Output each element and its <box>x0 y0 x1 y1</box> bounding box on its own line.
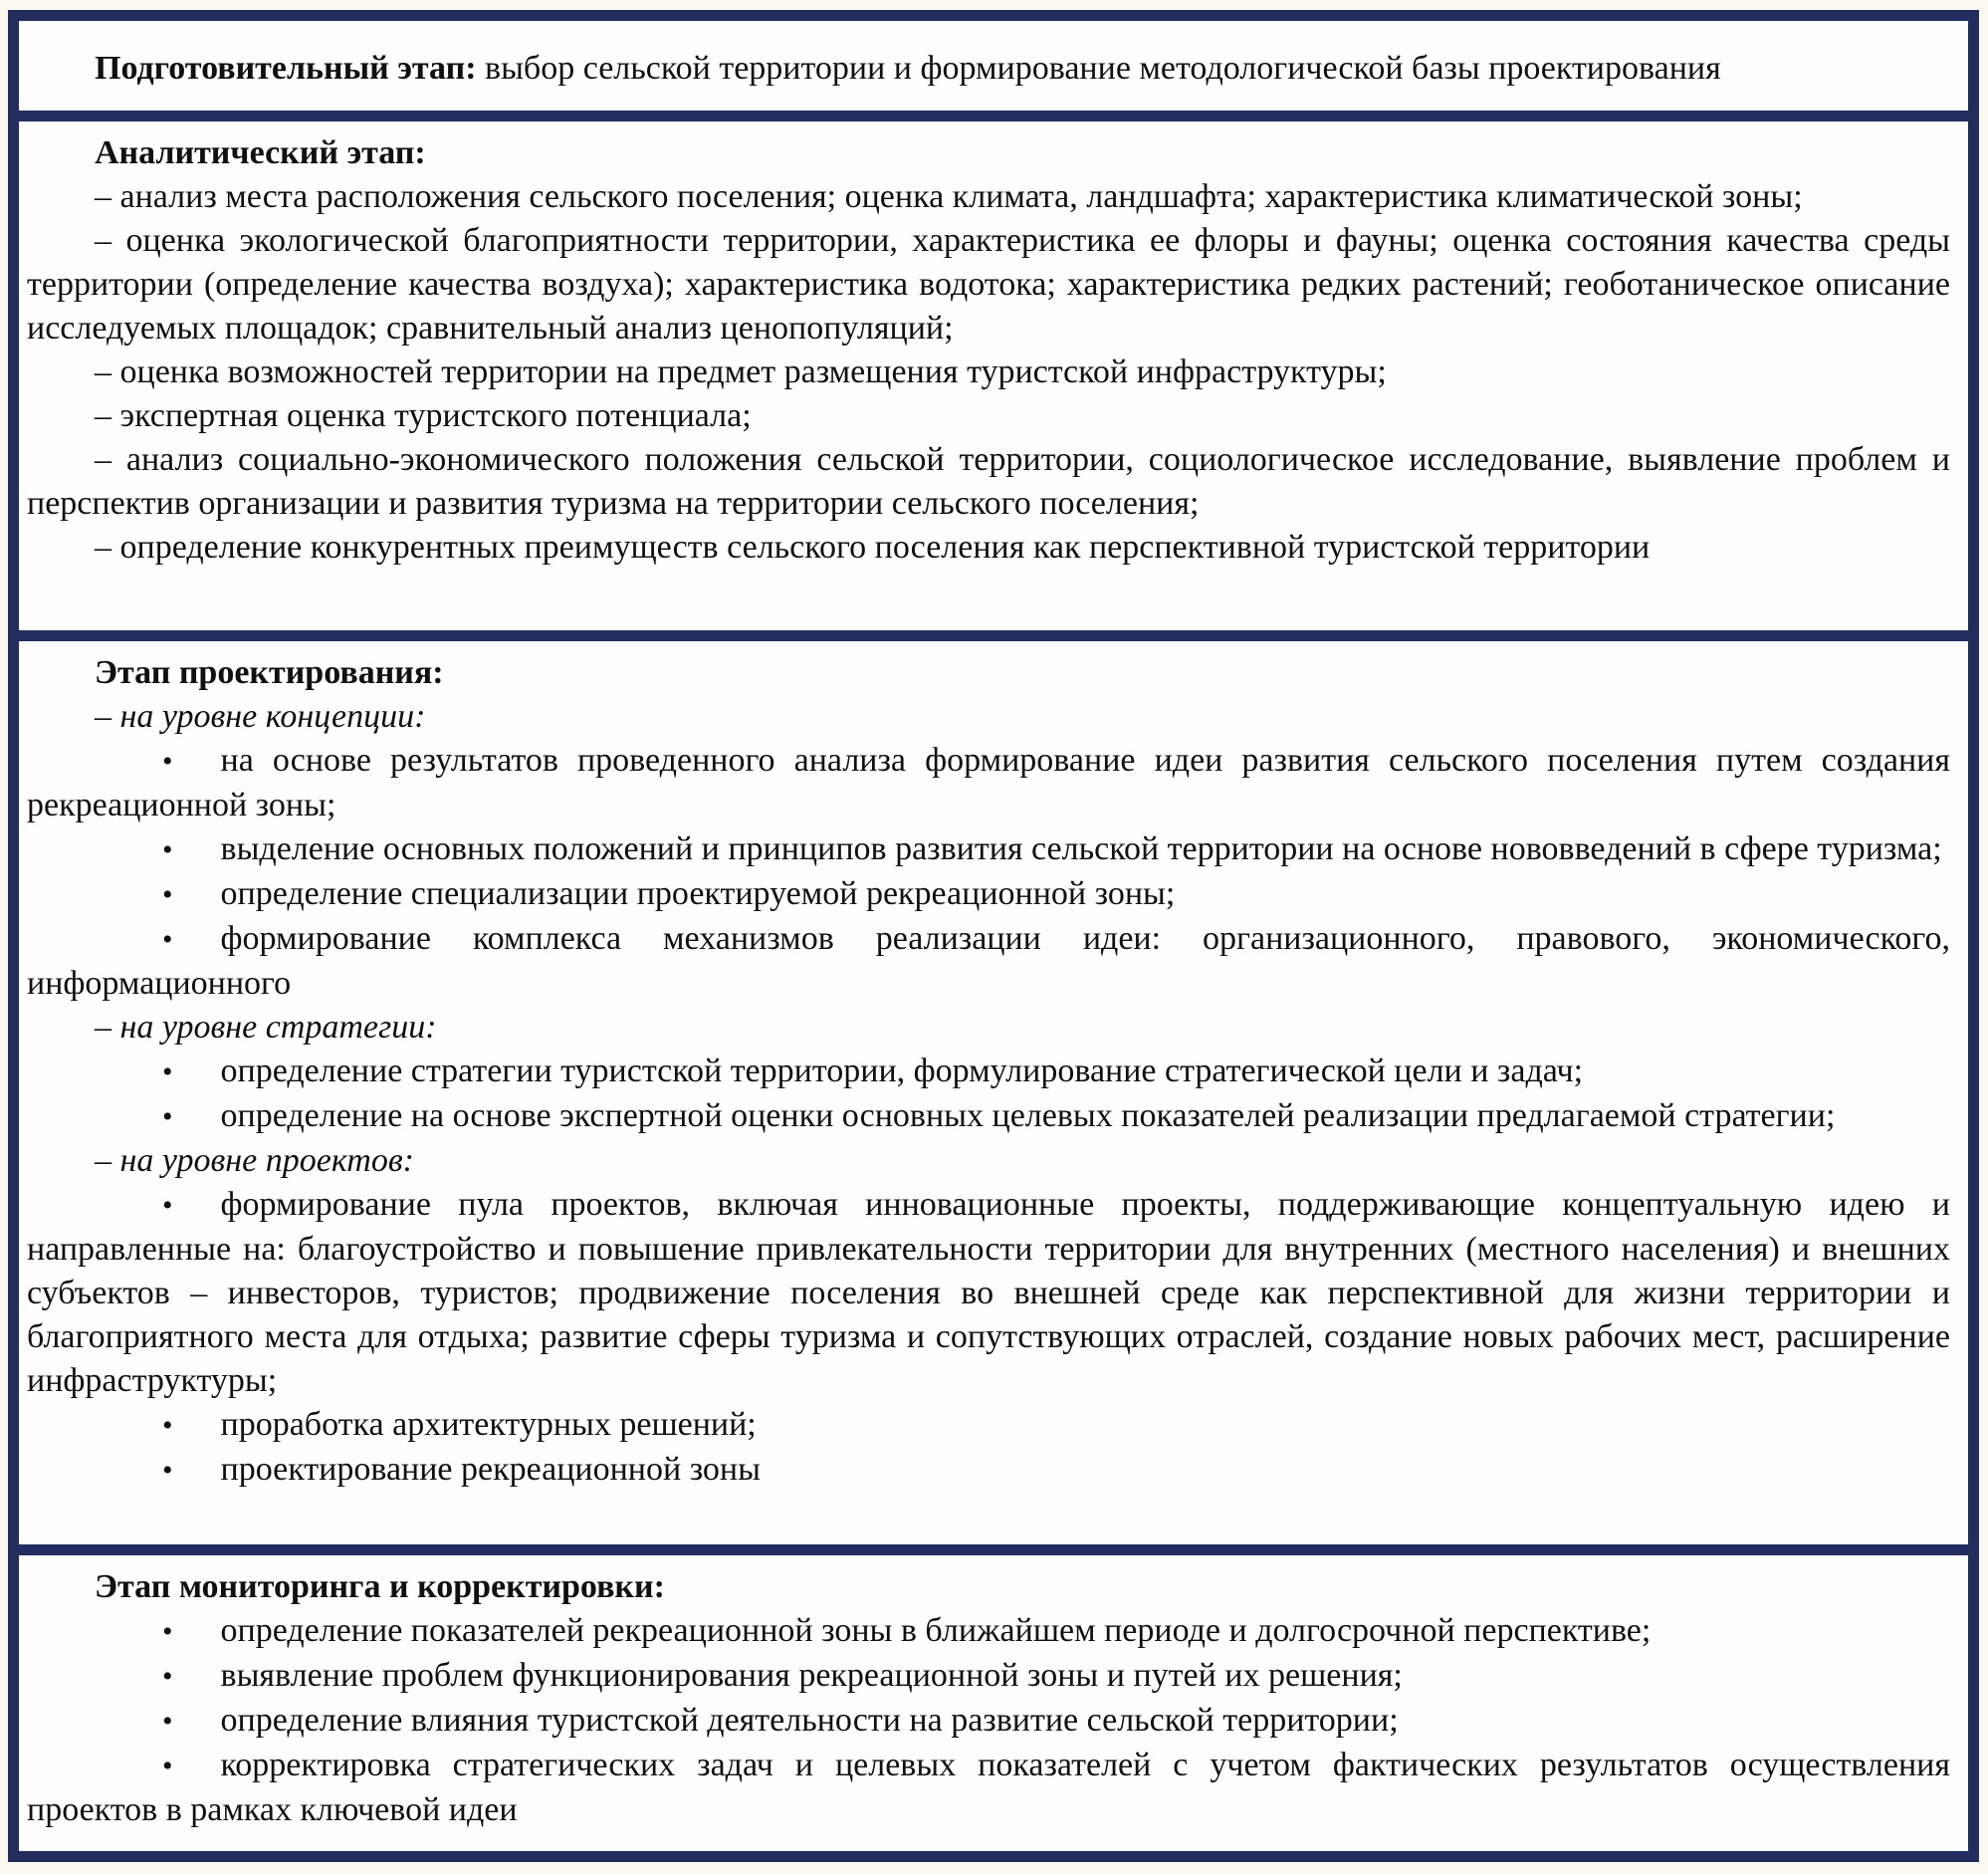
stage-title-text: выбор сельской территории и формирование методологической базы проектирования <box>476 50 1721 87</box>
stage-box-preparatory <box>19 21 1968 121</box>
bullet-marker: • <box>162 833 173 866</box>
dash-item-text: – анализ социально-экономического положения сельской территории, социологическое исследование, выявление проблем и перспектив организации и развития туризма на территории сельского поселения; <box>27 441 1950 522</box>
stage-bullet-item <box>27 1448 1950 1493</box>
stage-box-analytical <box>19 121 1968 641</box>
stage-heading-text: Этап мониторинга и корректировки: <box>95 1568 665 1605</box>
stage-dash-item <box>27 351 1950 394</box>
stage-lead-item <box>27 47 1950 91</box>
stage-box-monitoring <box>19 1555 1968 1851</box>
bullet-item-text: выделение основных положений и принципов развития сельской территории на основе нововведений в сфере туризма; <box>220 830 1942 867</box>
bullet-item-text: корректировка стратегических задач и целевых показателей с учетом фактических результатов осуществления проектов в рамках ключевой идеи <box>27 1747 1950 1828</box>
stage-bullet-item <box>27 1050 1950 1094</box>
stage-heading-item <box>27 131 1950 175</box>
bullet-marker: • <box>162 1055 173 1088</box>
bullet-marker: • <box>162 923 173 956</box>
stage-box-design <box>19 641 1968 1555</box>
stage-dash-item <box>27 219 1950 351</box>
dash-item-text: – определение конкурентных преимуществ сельского поселения как перспективной туристской территории <box>95 529 1651 566</box>
bullet-marker: • <box>162 745 173 778</box>
sublevel-label-text: – на уровне концепции: <box>95 698 426 735</box>
bullet-item-text: выявление проблем функционирования рекреационной зоны и путей их решения; <box>220 1657 1403 1694</box>
bullet-item-text: проектирование рекреационной зоны <box>220 1451 761 1488</box>
bullet-item-text: определение на основе экспертной оценки основных целевых показателей реализации предлагаемой стратегии; <box>220 1097 1836 1134</box>
dash-item-text: – оценка возможностей территории на предмет размещения туристской инфраструктуры; <box>95 353 1387 390</box>
stage-italic-item <box>27 695 1950 739</box>
sublevel-label-text: – на уровне проектов: <box>95 1142 414 1179</box>
bullet-marker: • <box>162 878 173 911</box>
stage-heading-item <box>27 651 1950 695</box>
bullet-marker: • <box>162 1100 173 1133</box>
bullet-item-text: определение показателей рекреационной зоны в ближайшем периоде и долгосрочной перспективе; <box>220 1612 1652 1649</box>
stage-heading-text: Этап проектирования: <box>95 654 444 691</box>
stage-dash-item <box>27 394 1950 438</box>
bullet-marker: • <box>162 1189 173 1222</box>
stage-bullet-item <box>27 1699 1950 1744</box>
bullet-item-text: проработка архитектурных решений; <box>220 1406 757 1443</box>
bullet-item-text: формирование пула проектов, включая инновационные проекты, поддерживающие концептуальную идею и направленные на: благоустройство и повышение привлекательности территории для внутренних (местного населения) и внешних субъектов – инвесторов, туристов; продвижение поселения во внешней среде как перспективной для жизни территории и благоприятного места для отдыха; развитие сферы туризма и сопутствующих отраслей, создание новых рабочих мест, расширение инфраструктуры; <box>27 1186 1950 1399</box>
bullet-marker: • <box>162 1454 173 1487</box>
dash-item-text: – оценка экологической благоприятности территории, характеристика ее флоры и фауны; оценка состояния качества среды территории (определение качества воздуха); характеристика водотока; характеристика редких растений; геоботаническое описание исследуемых площадок; сравнительный анализ ценопопуляций; <box>27 222 1950 347</box>
stage-bullet-item <box>27 1403 1950 1448</box>
stage-heading-item <box>27 1565 1950 1609</box>
stage-bullet-item <box>27 739 1950 827</box>
stage-dash-item <box>27 526 1950 570</box>
sublevel-label-text: – на уровне стратегии: <box>95 1009 437 1046</box>
bullet-item-text: определение специализации проектируемой рекреационной зоны; <box>220 875 1176 912</box>
stage-italic-item <box>27 1006 1950 1050</box>
bullet-marker: • <box>162 1409 173 1442</box>
stage-bullet-item <box>27 1654 1950 1699</box>
methodology-stages-figure <box>8 10 1979 1862</box>
stage-bullet-item <box>27 1744 1950 1832</box>
stage-bullet-item <box>27 872 1950 917</box>
dash-item-text: – анализ места расположения сельского поселения; оценка климата, ландшафта; характеристика климатической зоны; <box>95 178 1803 215</box>
stage-bullet-item <box>27 1609 1950 1654</box>
bullet-item-text: на основе результатов проведенного анализа формирование идеи развития сельского поселения путем создания рекреационной зоны; <box>27 742 1950 823</box>
stage-bullet-item <box>27 1183 1950 1403</box>
bullet-marker: • <box>162 1750 173 1782</box>
bullet-marker: • <box>162 1615 173 1648</box>
stage-dash-item <box>27 438 1950 526</box>
bullet-marker: • <box>162 1705 173 1738</box>
stage-dash-item <box>27 175 1950 219</box>
dash-item-text: – экспертная оценка туристского потенциала; <box>95 397 752 434</box>
bullet-item-text: формирование комплекса механизмов реализации идеи: организационного, правового, экономического, информационного <box>27 920 1950 1002</box>
stage-bullet-item <box>27 917 1950 1006</box>
stage-bullet-item <box>27 827 1950 872</box>
bullet-item-text: определение влияния туристской деятельности на развитие сельской территории; <box>220 1702 1399 1739</box>
stage-heading-text: Аналитический этап: <box>95 134 426 171</box>
stage-bullet-item <box>27 1094 1950 1139</box>
bullet-item-text: определение стратегии туристской территории, формулирование стратегической цели и задач; <box>220 1053 1584 1089</box>
stage-italic-item <box>27 1139 1950 1183</box>
bullet-marker: • <box>162 1660 173 1693</box>
stage-title-bold: Подготовительный этап: <box>95 50 477 87</box>
